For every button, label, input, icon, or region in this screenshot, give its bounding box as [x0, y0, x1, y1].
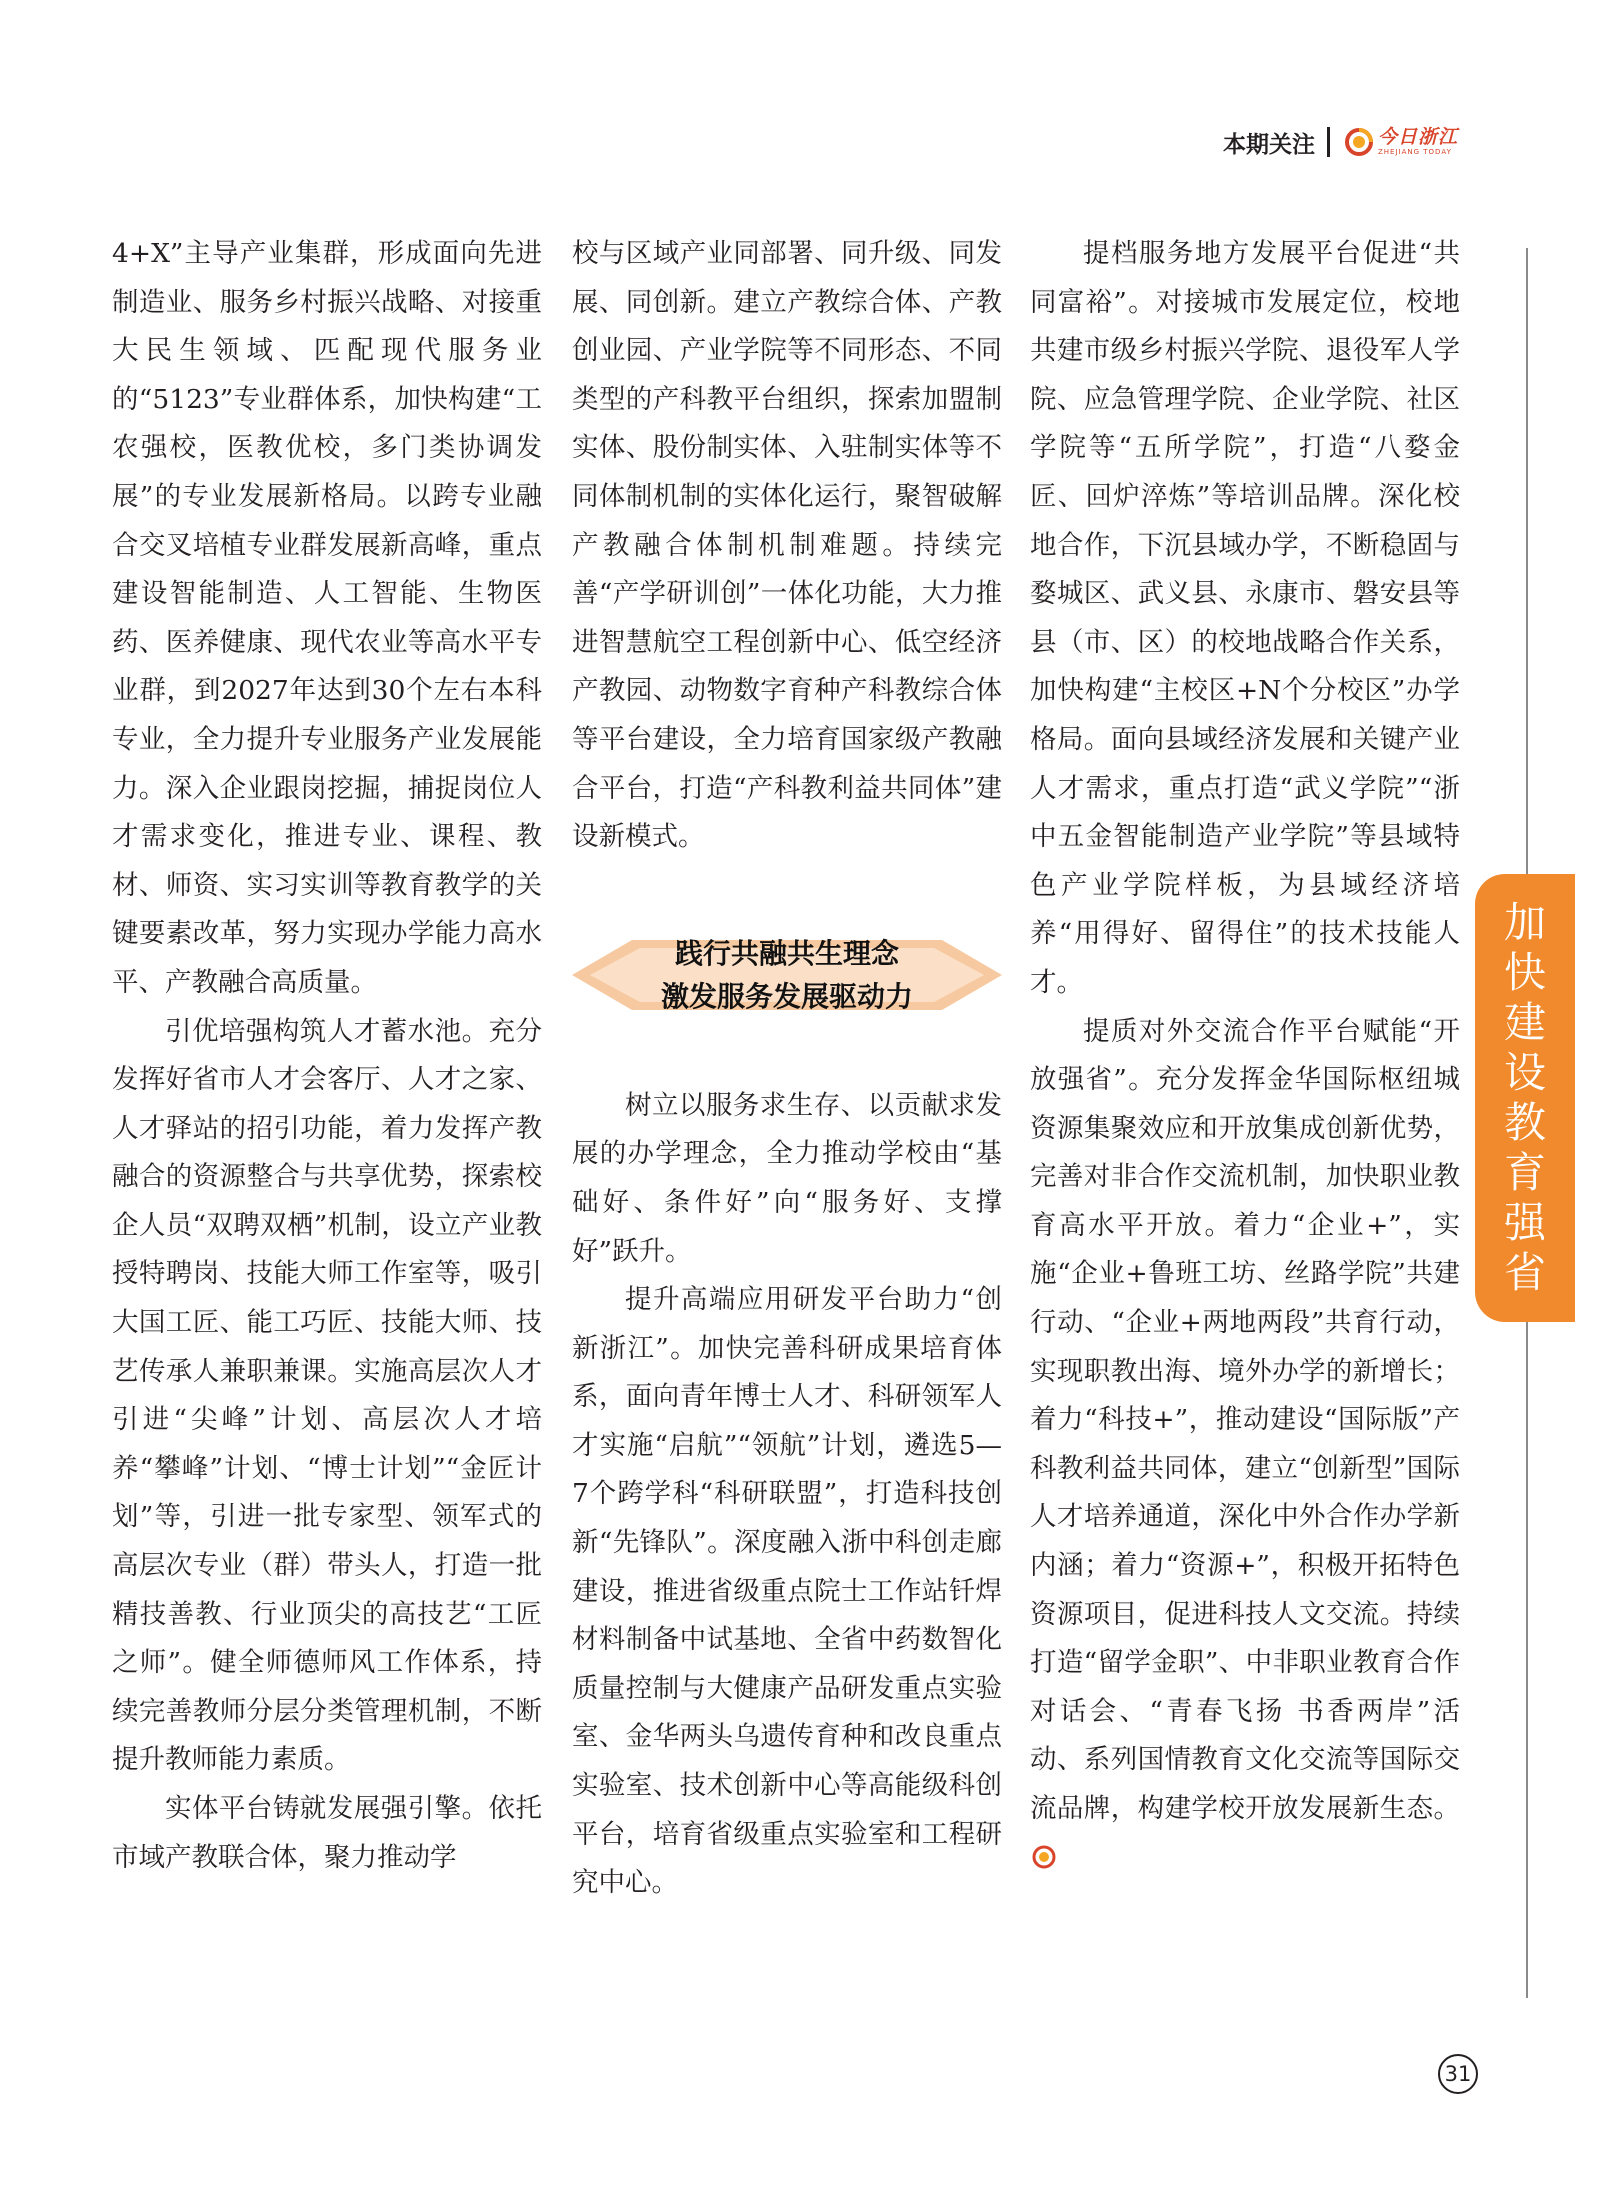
magazine-logo — [1344, 127, 1458, 157]
section-subheading — [572, 920, 1002, 1030]
header-divider — [1327, 127, 1330, 157]
side-topic-tab — [1475, 874, 1575, 1322]
tab-char: 强 — [1503, 1198, 1546, 1247]
subheading-line-2: 激发服务发展驱动力 — [660, 979, 913, 1013]
tab-char: 育 — [1503, 1148, 1546, 1197]
paragraph: 4+X”主导产业集群，形成面向先进制造业、服务乡村振兴战略、对接重大民生领域、匹配现代服务业的“5123”专业群体系，加快构建“工农强校，医教优校，多门类协调发展”的专业发展新格局。以跨专业融合交叉培植专业群发展新高峰，重点建设智能制造、人工智能、生物医药、医养健康、现代农业等高水平专业群，到2027年达到30个左右本科专业，全力提升专业服务产业发展能力。深入企业跟岗挖掘，捕捉岗位人才需求变化，推进专业、课程、教材、师资、实习实训等教育教学的关键要素改革，努力实现办学能力高水平、产教融合高质量。 — [112, 238, 542, 998]
tab-char: 加 — [1503, 898, 1546, 947]
logo-swirl-icon — [1344, 127, 1374, 157]
logo-english-text: ZHEJIANG TODAY — [1377, 148, 1452, 156]
paragraph: 树立以服务求生存、以贡献求发展的办学理念，全力推动学校由“基础好、条件好”向“服务好、支撑好”跃升。 — [572, 1089, 1002, 1267]
paragraph-text: 提质对外交流合作平台赋能“开放强省”。充分发挥金华国际枢纽城资源集聚效应和开放集成创新优势，完善对非合作交流机制，加快职业教育高水平开放。着力“企业+”，实施“企业+鲁班工坊、丝路学院”共建行动、“企业+两地两段”共育行动，实现职教出海、境外办学的新增长；着力“科技+”，推动建设“国际版”产科教利益共同体，建立“创新型”国际人才培养通道，深化中外合作办学新内涵；着力“资源+”，积极开拓特色资源项目，促进科技人文交流。持续打造“留学金职”、中非职业教育合作对话会、“青春飞扬 书香两岸”活动、系列国情教育文化交流等国际交流品牌，构建学校开放发展新生态。 — [1030, 1015, 1460, 1824]
tab-char: 建 — [1503, 998, 1546, 1047]
column-left — [112, 230, 542, 1882]
page-header — [1223, 118, 1458, 166]
paragraph: 校与区域产业同部署、同升级、同发展、同创新。建立产教综合体、产教创业园、产业学院等不同形态、不同类型的产科教平台组织，探索加盟制实体、股份制实体、入驻制实体等不同体制机制的实体化运行，聚智破解产教融合体制机制难题。持续完善“产学研训创”一体化功能，大力推进智慧航空工程创新中心、低空经济产教园、动物数字育种产科教综合体等平台建设，全力培育国家级产教融合平台，打造“产科教利益共同体”建设新模式。 — [572, 238, 1002, 853]
tab-char: 教 — [1503, 1098, 1546, 1147]
column-middle — [572, 230, 1002, 1908]
logo-chinese-text: 今日浙江 — [1377, 126, 1458, 148]
tab-char: 省 — [1503, 1248, 1546, 1297]
page-number: 31 — [1438, 2054, 1478, 2094]
subheading-line-1: 践行共融共生理念 — [674, 936, 899, 970]
tab-char: 设 — [1503, 1048, 1546, 1097]
column-right — [1030, 230, 1460, 1882]
tab-char: 快 — [1503, 948, 1546, 997]
paragraph: 实体平台铸就发展强引擎。依托市域产教联合体，聚力推动学 — [112, 1793, 542, 1873]
paragraph: 引优培强构筑人才蓄水池。充分发挥好省市人才会客厅、人才之家、人才驿站的招引功能，着力发挥产教融合的资源整合与共享优势，探索校企人员“双聘双栖”机制，设立产业教授特聘岗、技能大师工作室等，吸引大国工匠、能工巧匠、技能大师、技艺传承人兼职兼课。实施高层次人才引进“尖峰”计划、高层次人才培养“攀峰”计划、“博士计划”“金匠计划”等，引进一批专家型、领军式的高层次专业（群）带头人，打造一批精技善教、行业顶尖的高技艺“工匠之师”。健全师德师风工作体系，持续完善教师分层分类管理机制，不断提升教师能力素质。 — [112, 1015, 542, 1776]
section-label: 本期关注 — [1222, 131, 1315, 158]
paragraph: 提升高端应用研发平台助力“创新浙江”。加快完善科研成果培育体系，面向青年博士人才、科研领军人才实施“启航”“领航”计划，遴选5—7个跨学科“科研联盟”，打造科技创新“先锋队”。深度融入浙中科创走廊建设，推进省级重点院士工作站钎焊材料制备中试基地、全省中药数智化质量控制与大健康产品研发重点实验室、金华两头乌遗传育种和改良重点实验室、技术创新中心等高能级科创平台，培育省级重点实验室和工程研究中心。 — [572, 1284, 1002, 1899]
paragraph — [1030, 1008, 1460, 1883]
paragraph: 提档服务地方发展平台促进“共同富裕”。对接城市发展定位，校地共建市级乡村振兴学院、退役军人学院、应急管理学院、企业学院、社区学院等“五所学院”，打造“八婺金匠、回炉淬炼”等培训品牌。深化校地合作，下沉县域办学，不断稳固与婺城区、武义县、永康市、磐安县等县（市、区）的校地战略合作关系，加快构建“主校区+N个分校区”办学格局。面向县域经济发展和关键产业人才需求，重点打造“武义学院”“浙中五金智能制造产业学院”等县域特色产业学院样板，为县域经济培养“用得好、留得住”的技术技能人才。 — [1030, 238, 1460, 998]
article-end-icon — [1032, 1845, 1056, 1869]
